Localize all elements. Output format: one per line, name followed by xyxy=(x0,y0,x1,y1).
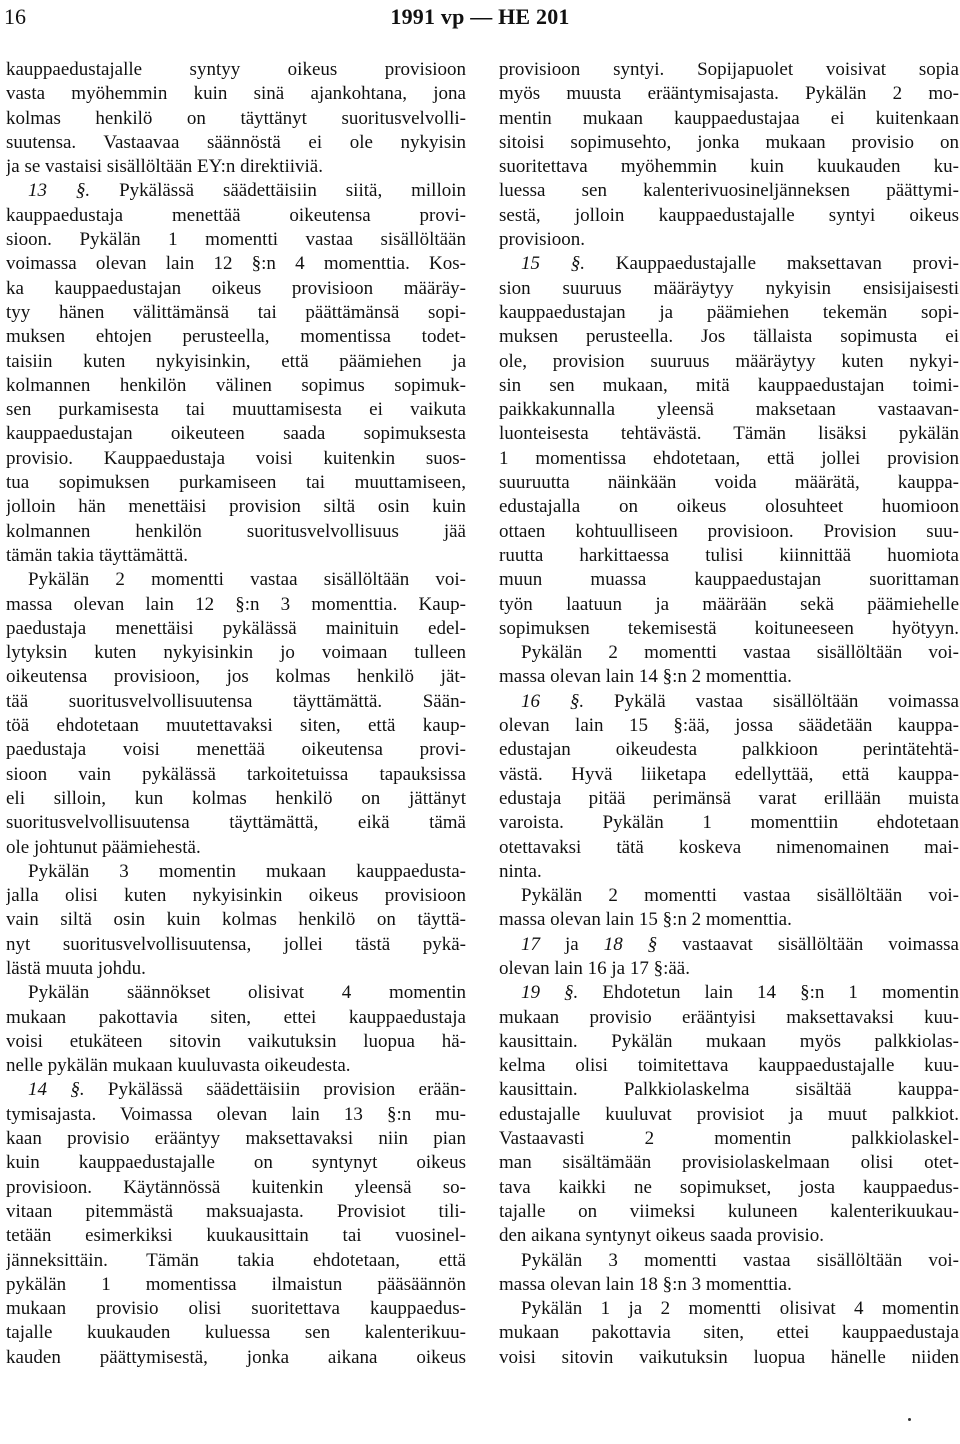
line-text: vain siltä osin kuin kolmas henkilö on täyttä- xyxy=(6,909,466,931)
text-line xyxy=(499,811,959,835)
line-text: tava kaikki ne sopimukset, josta kauppaedus- xyxy=(499,1176,959,1198)
line-text: edustaja pitää perimänsä varat erillään muista xyxy=(499,787,959,809)
line-text: jolloin hän menettäisi provision siltä osin kuin xyxy=(6,496,466,518)
text-line xyxy=(499,82,959,106)
line-text: suoritettava myöhemmin kuin kuukauden ku- xyxy=(499,156,959,178)
line-text: den aikana syntynyt oikeus saada provisio. xyxy=(499,1225,825,1247)
text-line xyxy=(499,1200,959,1224)
text-line xyxy=(499,641,959,665)
line-text: tyy hänen välittämänsä tai päättämänsä sopi- xyxy=(6,301,466,323)
text-line xyxy=(6,1273,466,1297)
line-text: kauppaedustajalle syntyy oikeus provisioon xyxy=(6,59,466,80)
section-number: 18 § xyxy=(603,933,658,955)
line-text: 1 momentissa ehdotetaan, että jollei provision xyxy=(499,447,959,469)
line-text: tajalle kuukauden kuluessa sen kalenterikuu- xyxy=(6,1322,466,1344)
line-text: sitoisi sopimusehto, jonka mukaan provisio on xyxy=(499,131,959,153)
text-line xyxy=(6,981,466,1005)
text-line xyxy=(499,836,959,860)
text-line xyxy=(6,1078,466,1102)
line-text: kausittain. Palkkiolaskelma sisältää kauppa- xyxy=(499,1079,959,1101)
line-text: massa olevan lain 14 §:n 2 momenttia. xyxy=(499,666,792,688)
section-number: 16 §. xyxy=(521,690,585,712)
text-line xyxy=(499,471,959,495)
line-text: västä. Hyvä liiketapa edellyttää, että kauppa- xyxy=(499,763,959,785)
line-text: sin sen mukaan, mitä kauppaedustajan toimi- xyxy=(499,374,959,396)
line-text: ja se vastaisi sisällöltään EY:n direktiiviä. xyxy=(6,156,323,178)
text-line xyxy=(499,179,959,203)
line-text: edustajalla on oikeus olosuhteet huomioon xyxy=(499,496,959,518)
text-line xyxy=(6,131,466,155)
line-text: ka kauppaedustajan oikeus provisioon määräy- xyxy=(6,277,466,299)
line-text: oikeutensa provisioon, jos kolmas henkilö jät- xyxy=(6,666,466,688)
text-line xyxy=(499,447,959,471)
line-text: paedustaja menettäisi pykälässä mainituin edel- xyxy=(6,617,466,639)
line-text: paedustaja voisi menettää oikeutensa provi- xyxy=(6,739,466,761)
line-text: tymisajasta. Voimassa olevan lain 13 §:n mu- xyxy=(6,1103,466,1125)
line-text: olevan lain 15 §:ää, jossa säädetään kauppa- xyxy=(499,715,959,737)
line-text: Pykälän 3 momentin mukaan kauppaedusta- xyxy=(28,860,466,882)
text-line xyxy=(6,884,466,908)
line-text: voimassa olevan lain 12 §:n 4 momenttia. Kos- xyxy=(6,253,466,275)
line-text: Pykälän säännökset olisivat 4 momentin xyxy=(28,982,466,1004)
line-text: tajalle on viimeksi kuluneen kalenterikuukau- xyxy=(499,1200,959,1222)
text-line xyxy=(6,495,466,519)
line-text: ninta. xyxy=(499,860,542,882)
text-line xyxy=(499,155,959,179)
page-number: 16 xyxy=(4,4,26,29)
text-line xyxy=(6,593,466,617)
line-text: provisio. Kauppaedustaja voisi kuitenkin suos- xyxy=(6,447,466,469)
text-line xyxy=(6,738,466,762)
line-text: sopimuksen tekemisestä koituneeseen hyötyyn. xyxy=(499,617,959,639)
text-line xyxy=(6,665,466,689)
line-text: kolmannen henkilön suoritusvelvollisuus jää xyxy=(6,520,466,542)
line-text: voisi sitovin vaikutuksin luopua hänelle niiden xyxy=(499,1346,959,1368)
line-text: edustajalle kuuluvat provisiot ja muut palkkiot. xyxy=(499,1103,959,1125)
text-line xyxy=(6,957,466,981)
line-text: Pykälän 2 momentti vastaa sisällöltään voi- xyxy=(521,642,959,664)
text-line xyxy=(499,520,959,544)
text-line xyxy=(499,1176,959,1200)
line-text: olevan lain 16 ja 17 §:ää. xyxy=(499,957,690,979)
running-title: 1991 vp — HE 201 xyxy=(390,4,570,29)
line-text: tetään esimerkiksi kuukausittain tai vuosinel- xyxy=(6,1225,466,1247)
line-text: massa olevan lain 12 §:n 3 momenttia. Kaup- xyxy=(6,593,466,615)
line-text: tua sopimuksen purkamiseen tai muuttamiseen, xyxy=(6,472,466,494)
line-text: Pykälässä säädettäisiin siitä, milloin xyxy=(90,180,466,202)
text-line xyxy=(499,860,959,884)
line-text: Pykälässä säädettäisiin provision erään- xyxy=(84,1079,466,1101)
line-text: työn laatuun ja määrään sekä päämiehelle xyxy=(499,593,959,615)
line-text: muksen ehtojen perusteella, momentissa todet- xyxy=(6,326,466,348)
text-line xyxy=(6,1006,466,1030)
text-line xyxy=(6,228,466,252)
text-line xyxy=(499,763,959,787)
text-line xyxy=(6,1321,466,1345)
text-line xyxy=(6,1249,466,1273)
right-column xyxy=(499,58,959,1370)
text-line xyxy=(499,908,959,932)
text-line xyxy=(6,471,466,495)
text-line xyxy=(6,763,466,787)
section-number: 14 §. xyxy=(28,1079,85,1101)
line-text: Pykälän 1 ja 2 momentti olisivat 4 momentin xyxy=(521,1298,959,1320)
line-text: kelma olisi toimitettava kauppaedustajalle kuu- xyxy=(499,1055,959,1077)
text-line xyxy=(499,1078,959,1102)
text-line xyxy=(6,1151,466,1175)
text-line xyxy=(6,811,466,835)
text-line xyxy=(6,155,466,179)
text-line xyxy=(6,1054,466,1078)
text-line xyxy=(6,1346,466,1370)
line-text: luessa sen kalenterivuosineljänneksen päättymi- xyxy=(499,180,959,202)
footer-mark xyxy=(908,1418,911,1421)
line-text: paikkakunnalla yleensä maksetaan vastaavan- xyxy=(499,399,959,421)
line-text: Pykälän 3 momentti vastaa sisällöltään voi- xyxy=(521,1249,959,1271)
text-line xyxy=(6,1297,466,1321)
text-line xyxy=(6,568,466,592)
text-line xyxy=(6,1176,466,1200)
line-text: voisi etukäteen sitovin vaikutuksin luopua hä- xyxy=(6,1030,466,1052)
text-line xyxy=(499,1151,959,1175)
text-line xyxy=(6,447,466,471)
line-text: sioon. Pykälän 1 momentti vastaa sisällöltään xyxy=(6,229,466,251)
text-line xyxy=(499,617,959,641)
text-line xyxy=(6,836,466,860)
line-text: varoista. Pykälän 1 momenttiin ehdotetaan xyxy=(499,812,959,834)
text-line xyxy=(6,1030,466,1054)
line-text: pykälän 1 momentissa ilmaistun pääsäännön xyxy=(6,1273,466,1295)
text-line xyxy=(6,1224,466,1248)
text-line xyxy=(499,593,959,617)
line-text: Pykälä vastaa sisällöltään voimassa xyxy=(584,690,959,712)
text-line xyxy=(6,1127,466,1151)
text-line xyxy=(499,374,959,398)
text-line xyxy=(499,204,959,228)
line-text: ja xyxy=(540,933,604,955)
line-text: suoritusvelvollisuutensa täyttämättä, eikä tämä xyxy=(6,812,466,834)
line-text: tämän takia täyttämättä. xyxy=(6,544,189,566)
line-text: eli silloin, kun kolmas henkilö on jättänyt xyxy=(6,787,466,809)
text-line xyxy=(499,325,959,349)
line-text: Pykälän 2 momentti vastaa sisällöltään voi- xyxy=(28,569,466,591)
line-text: nelle pykälän mukaan kuuluvasta oikeudesta. xyxy=(6,1055,351,1077)
line-text: muun muassa kauppaedustajan suorittaman xyxy=(499,569,959,591)
text-line xyxy=(499,301,959,325)
line-text: taisiin kuten nykyisinkin, että päämiehen ja xyxy=(6,350,466,372)
text-line xyxy=(499,1249,959,1273)
line-text: sestä, jolloin kauppaedustajalle syntyi oikeus xyxy=(499,204,959,226)
text-line xyxy=(6,933,466,957)
section-number: 13 §. xyxy=(28,180,91,202)
line-text: mukaan pakottavia siten, ettei kauppaedustaja xyxy=(6,1006,466,1028)
text-line xyxy=(499,1297,959,1321)
text-line xyxy=(6,204,466,228)
text-line xyxy=(499,738,959,762)
text-line xyxy=(499,544,959,568)
text-line xyxy=(499,277,959,301)
text-line xyxy=(499,350,959,374)
text-line xyxy=(6,398,466,422)
line-text: kuin kauppaedustajalle on syntynyt oikeus xyxy=(6,1152,466,1174)
line-text: vastaavat sisällöltään voimassa xyxy=(657,933,959,955)
line-text: kausittain. Pykälän mukaan myös palkkiolas- xyxy=(499,1030,959,1052)
text-line xyxy=(6,82,466,106)
line-text: jänneksittäin. Tämän takia ehdotetaan, että xyxy=(6,1249,466,1271)
section-number: 15 §. xyxy=(521,253,586,275)
text-line xyxy=(499,228,959,252)
text-line xyxy=(499,665,959,689)
line-text: lästä muuta johdu. xyxy=(6,957,146,979)
line-text: Kauppaedustajalle maksettavan provi- xyxy=(585,253,959,275)
text-line xyxy=(499,1346,959,1370)
line-text: vasta myöhemmin kuin sinä ajankohtana, jona xyxy=(6,83,466,105)
text-line xyxy=(6,617,466,641)
text-line xyxy=(6,787,466,811)
section-number: 19 §. xyxy=(521,982,579,1004)
text-line xyxy=(499,1054,959,1078)
text-line xyxy=(499,1103,959,1127)
line-text: man sisältämään provisiolaskelmaan olisi otet- xyxy=(499,1152,959,1174)
line-text: nyt suoritusvelvollisuutensa, jollei tästä pykä- xyxy=(6,933,466,955)
line-text: jalla olisi kuten nykyisinkin oikeus provisioon xyxy=(6,885,466,907)
text-line xyxy=(499,1006,959,1030)
line-text: töä ehdotetaan muutettavaksi siten, että kaup- xyxy=(6,715,466,737)
section-number: 17 xyxy=(521,933,540,955)
text-line xyxy=(499,107,959,131)
text-line xyxy=(6,422,466,446)
text-line xyxy=(499,1127,959,1151)
text-line xyxy=(499,933,959,957)
left-column xyxy=(6,58,466,1370)
text-line xyxy=(499,957,959,981)
line-text: mentin mukaan kauppaedustajaa ei kuitenkaan xyxy=(499,107,959,129)
text-line xyxy=(6,1200,466,1224)
text-line xyxy=(6,252,466,276)
text-line xyxy=(499,1030,959,1054)
text-line xyxy=(499,568,959,592)
text-line xyxy=(6,860,466,884)
line-text: ole johtunut päämiehestä. xyxy=(6,836,201,858)
text-line xyxy=(499,398,959,422)
text-line xyxy=(499,690,959,714)
line-text: kauppaedustajan ja päämiehen tekemän sopi- xyxy=(499,301,959,323)
line-text: mukaan pakottavia siten, ettei kauppaedustaja xyxy=(499,1322,959,1344)
text-line xyxy=(499,1321,959,1345)
line-text: massa olevan lain 18 §:n 3 momenttia. xyxy=(499,1273,792,1295)
text-line xyxy=(6,107,466,131)
text-line xyxy=(6,179,466,203)
line-text: kolmas henkilö on täyttänyt suoritusvelvolli- xyxy=(6,107,466,129)
line-text: kauppaedustaja menettää oikeutensa provi- xyxy=(6,204,466,226)
line-text: sioon vain pykälässä tarkoitetuissa tapauksissa xyxy=(6,763,466,785)
line-text: kolmannen henkilön välinen sopimus sopimuk- xyxy=(6,374,466,396)
line-text: mukaan provisio olisi suoritettava kauppaedus- xyxy=(6,1298,466,1320)
text-line xyxy=(6,714,466,738)
text-line xyxy=(499,1273,959,1297)
line-text: Vastaavasti 2 momentin palkkiolaskel- xyxy=(499,1128,959,1150)
line-text: lytyksin kuten nykyisinkin jo voimaan tulleen xyxy=(6,642,466,664)
text-line xyxy=(6,690,466,714)
page-header xyxy=(0,0,960,40)
line-text: Ehdotetun lain 14 §:n 1 momentin xyxy=(578,982,959,1004)
line-text: myös muusta erääntymisajasta. Pykälän 2 mo- xyxy=(499,83,959,105)
line-text: muksen perusteella. Jos tällaista sopimusta ei xyxy=(499,326,959,348)
line-text: massa olevan lain 15 §:n 2 momenttia. xyxy=(499,909,792,931)
line-text: sen purkamisesta tai muuttamisesta ei vaikuta xyxy=(6,399,466,421)
text-line xyxy=(6,301,466,325)
text-line xyxy=(6,374,466,398)
line-text: ruutta harkittaessa tulisi kiinnittää huomiota xyxy=(499,544,959,566)
line-text: provisioon. Käytännössä kuitenkin yleensä so- xyxy=(6,1176,466,1198)
line-text: kauppaedustajan oikeuteen saada sopimuksesta xyxy=(6,423,466,445)
text-line xyxy=(499,58,959,82)
line-text: sion suuruus määräytyy nykyisin ensisijaisesti xyxy=(499,277,959,299)
line-text: mukaan provisio erääntyisi maksettavaksi kuu- xyxy=(499,1006,959,1028)
text-line xyxy=(499,131,959,155)
line-text: provisioon. xyxy=(499,229,586,251)
line-text: provisioon syntyi. Sopijapuolet voisivat sopia xyxy=(499,59,959,80)
text-line xyxy=(499,252,959,276)
text-line xyxy=(499,981,959,1005)
line-text: kaan provisio erääntyy maksettavaksi niin pian xyxy=(6,1128,466,1150)
line-text: suutensa. Vastaavaa säännöstä ei ole nykyisin xyxy=(6,131,466,153)
text-line xyxy=(6,908,466,932)
line-text: luonteisesta tehtävästä. Tämän lisäksi pykälän xyxy=(499,423,959,445)
text-line xyxy=(6,520,466,544)
line-text: edustajan oikeudesta palkkioon perintätehtä- xyxy=(499,739,959,761)
text-line xyxy=(6,325,466,349)
line-text: kauden päättymisestä, jonka aikana oikeus xyxy=(6,1346,466,1368)
line-text: vitaan pitemmästä maksuajasta. Provisiot tili- xyxy=(6,1200,466,1222)
text-line xyxy=(6,641,466,665)
text-line xyxy=(499,787,959,811)
line-text: tää suoritusvelvollisuutensa täyttämättä. Sään- xyxy=(6,690,466,712)
line-text: Pykälän 2 momentti vastaa sisällöltään voi- xyxy=(521,885,959,907)
text-line xyxy=(6,1103,466,1127)
text-line xyxy=(6,350,466,374)
line-text: ottaen kohtuulliseen provisioon. Provision suu- xyxy=(499,520,959,542)
line-text: otettavaksi tätä koskeva nimenomainen mai- xyxy=(499,836,959,858)
text-line xyxy=(499,1224,959,1248)
text-line xyxy=(6,277,466,301)
text-line xyxy=(499,884,959,908)
text-line xyxy=(499,495,959,519)
text-line xyxy=(6,544,466,568)
line-text: suuruutta näinkään voida määrätä, kauppa- xyxy=(499,472,959,494)
text-line xyxy=(499,422,959,446)
text-line xyxy=(6,58,466,82)
line-text: ole, provision suuruus määräytyy kuten nykyi- xyxy=(499,350,959,372)
text-line xyxy=(499,714,959,738)
